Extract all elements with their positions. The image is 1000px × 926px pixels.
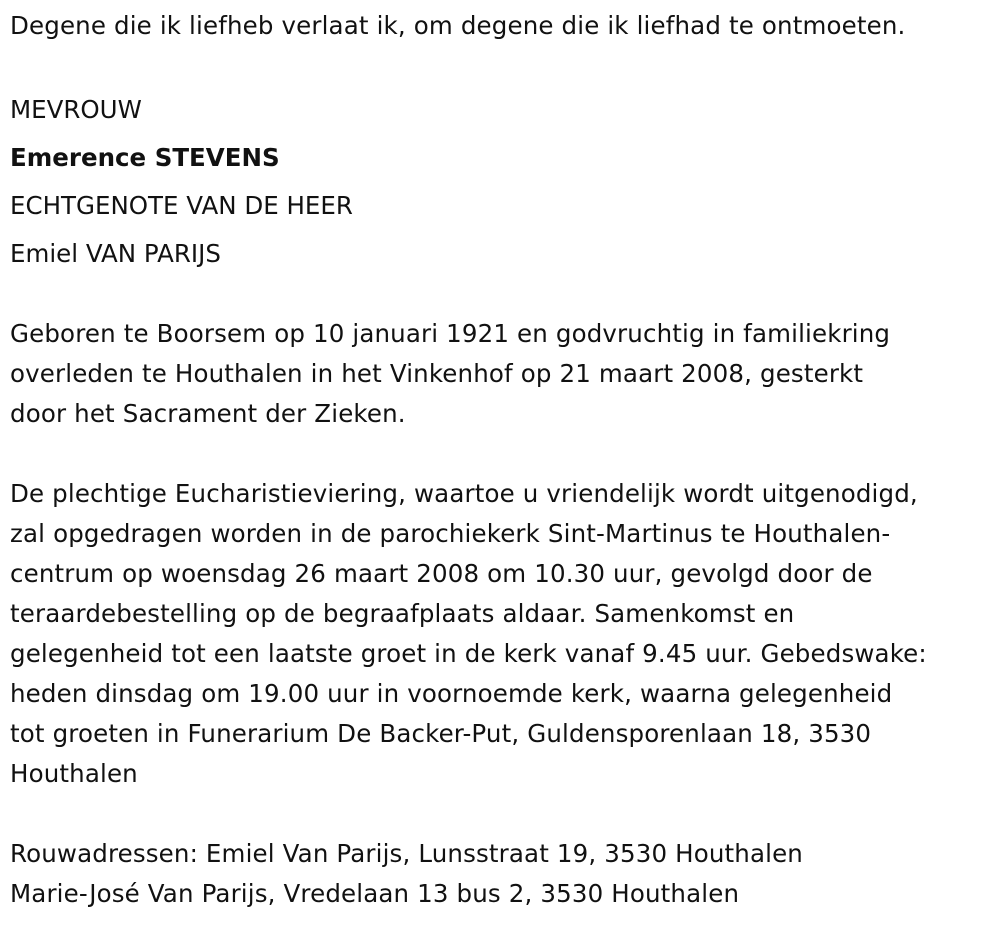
paragraph-line: Geboren te Boorsem op 10 januari 1921 en godvruchtig in familiekring [10,319,891,348]
paragraph-line: gelegenheid tot een laatste groet in de kerk vanaf 9.45 uur. Gebedswake: [10,639,927,668]
paragraph-line: centrum op woensdag 26 maart 2008 om 10.30 uur, gevolgd door de [10,559,873,588]
obituary-document [10,6,995,914]
header-block [10,86,995,278]
birth-death-paragraph [10,314,995,434]
paragraph-line: overleden te Houthalen in het Vinkenhof op 21 maart 2008, gesterkt [10,359,864,388]
title-prefix: MEVROUW [10,95,142,124]
paragraph-line: Houthalen [10,759,138,788]
deceased-name: Emerence STEVENS [10,143,280,172]
address-line: Rouwadressen: Emiel Van Parijs, Lunsstraat 19, 3530 Houthalen [10,839,803,868]
relation-text: ECHTGENOTE VAN DE HEER [10,191,353,220]
quote-text: Degene die ik liefheb verlaat ik, om degene die ik liefhad te ontmoeten. [10,11,906,40]
paragraph-line: zal opgedragen worden in de parochiekerk Sint-Martinus te Houthalen- [10,519,891,548]
addresses-paragraph [10,834,995,914]
paragraph-line: tot groeten in Funerarium De Backer-Put, Guldensporenlaan 18, 3530 [10,719,872,748]
ceremony-paragraph [10,474,995,794]
paragraph-line: teraardebestelling op de begraafplaats aldaar. Samenkomst en [10,599,795,628]
paragraph-line: De plechtige Eucharistieviering, waartoe u vriendelijk wordt uitgenodigd, [10,479,918,508]
spouse-name: Emiel VAN PARIJS [10,239,221,268]
paragraph-line: door het Sacrament der Zieken. [10,399,406,428]
address-line: Marie-José Van Parijs, Vredelaan 13 bus 2, 3530 Houthalen [10,879,740,908]
paragraph-line: heden dinsdag om 19.00 uur in voornoemde kerk, waarna gelegenheid [10,679,893,708]
